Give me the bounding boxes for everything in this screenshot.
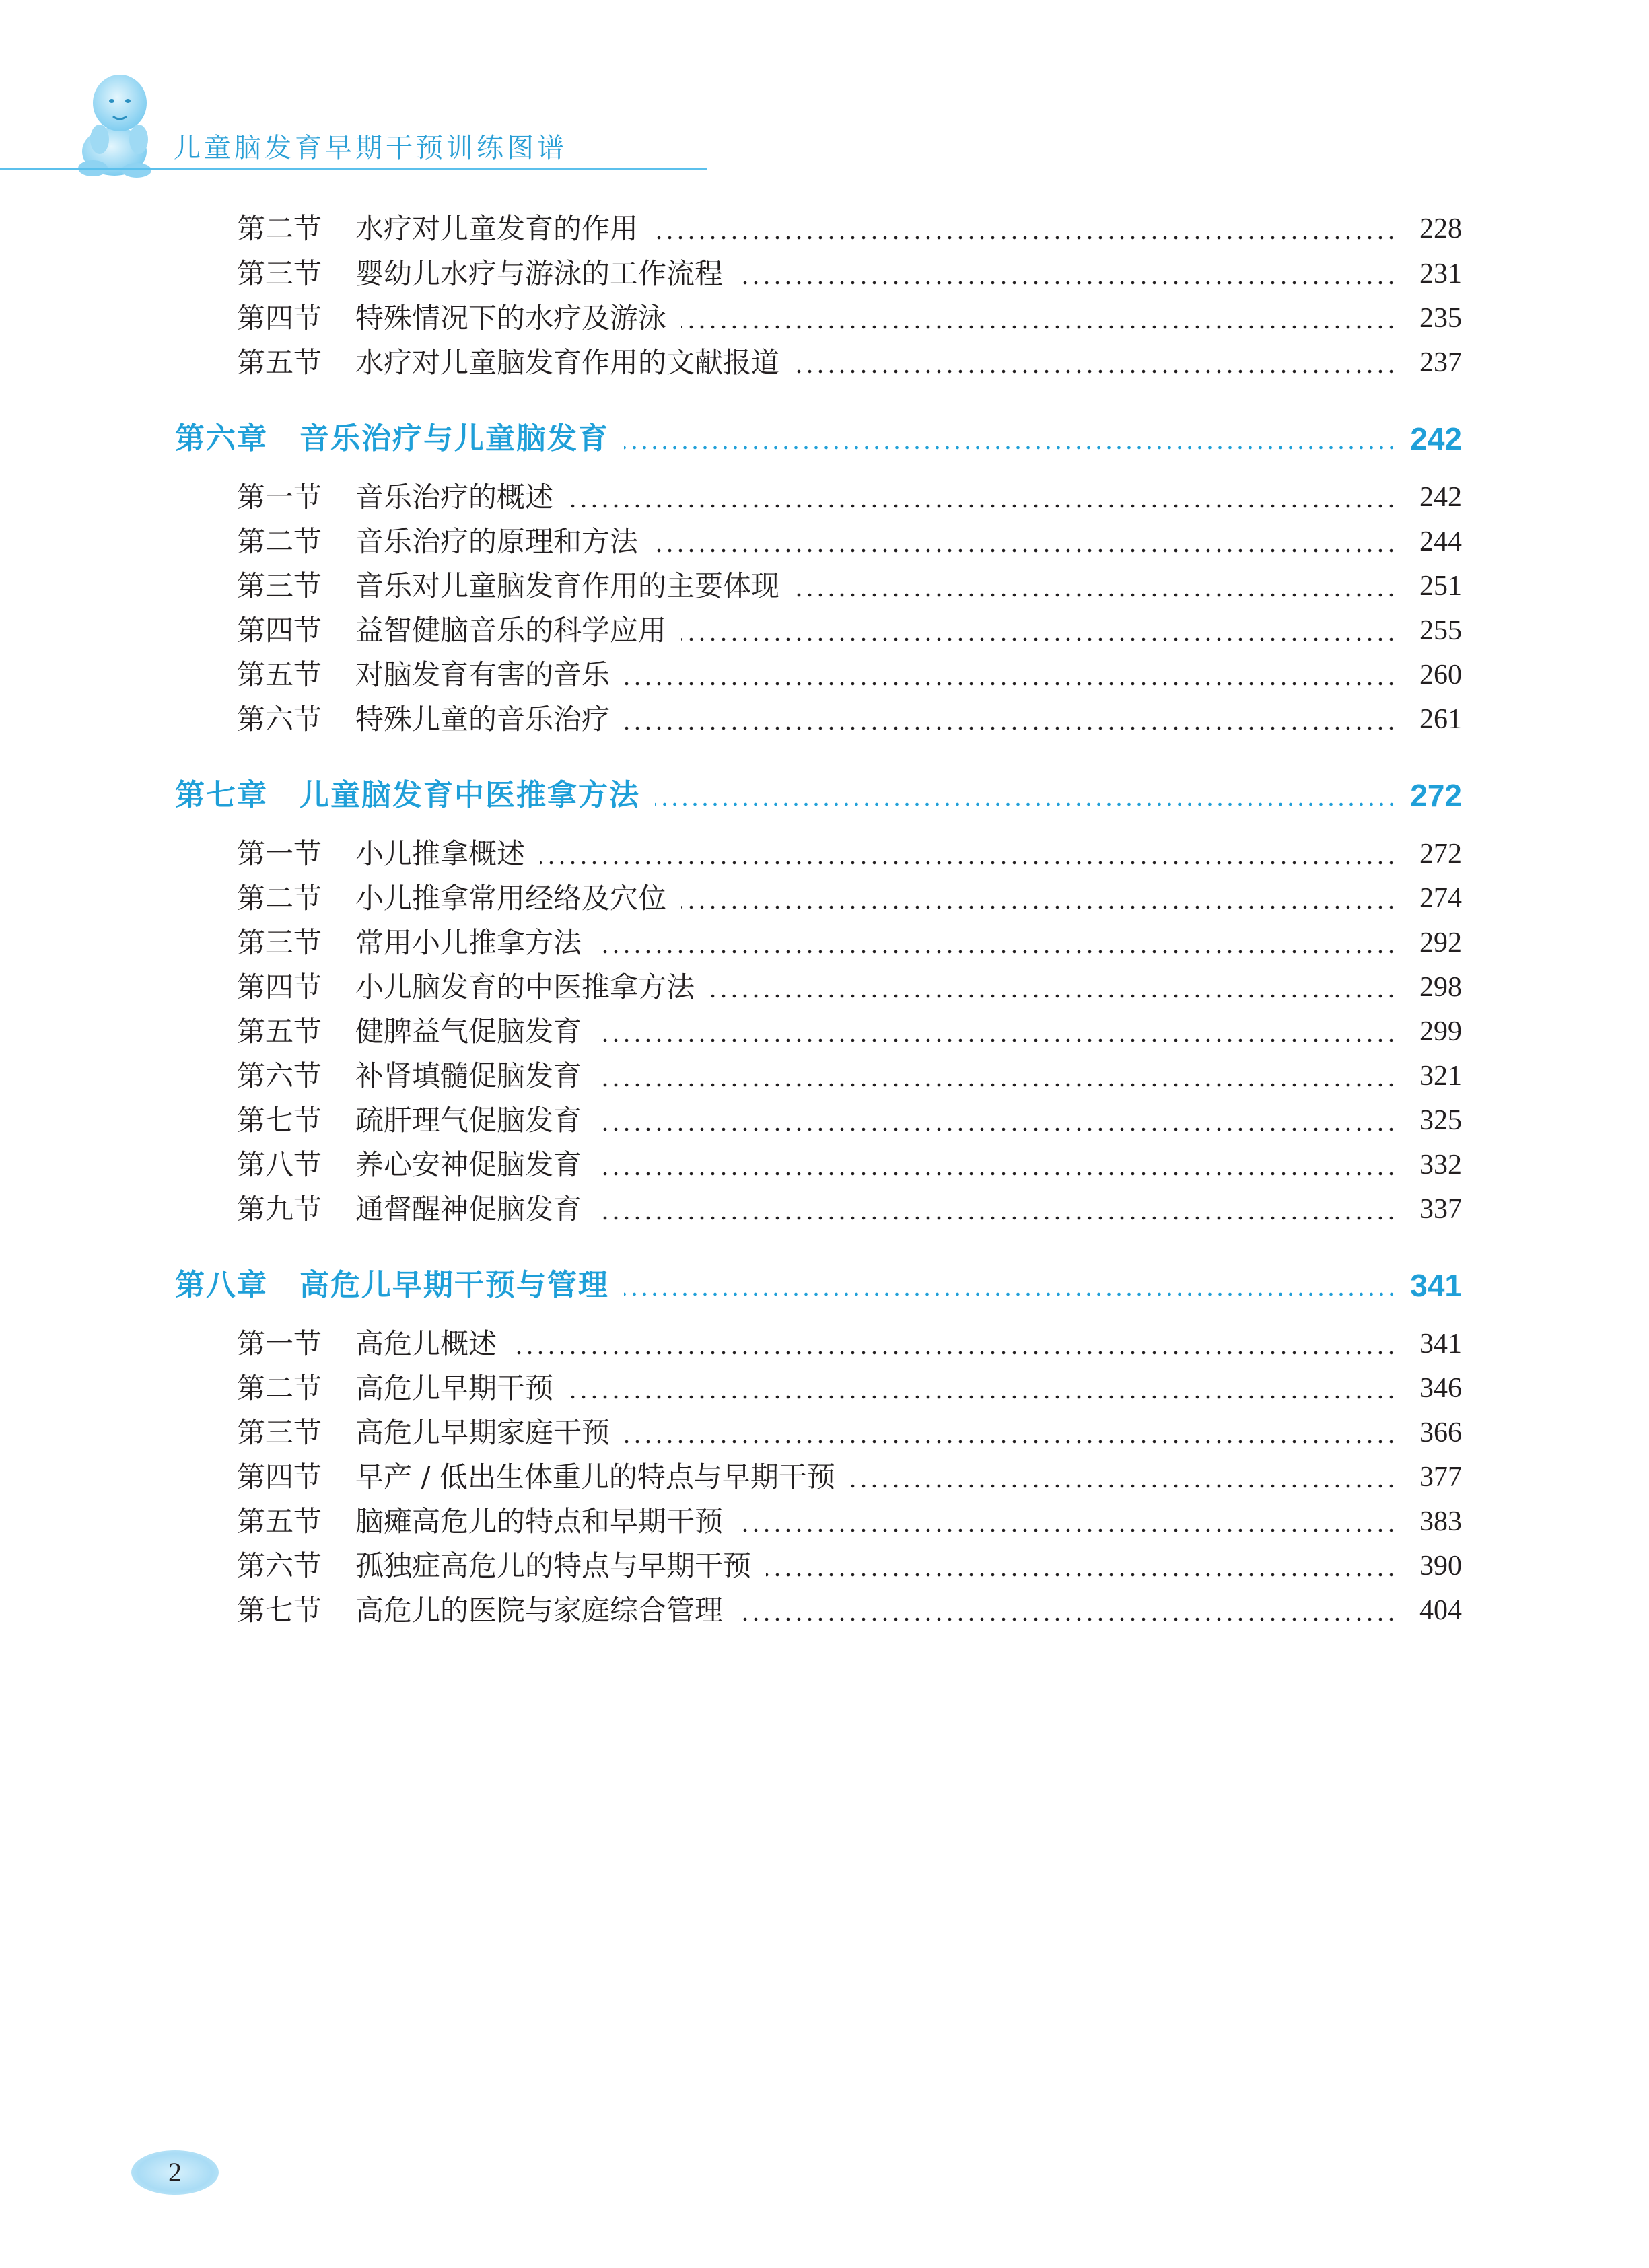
page-ref: 404 (1419, 1595, 1462, 1626)
dot-leader (625, 1440, 1397, 1444)
page-ref: 274 (1419, 883, 1462, 914)
page-ref: 332 (1419, 1149, 1462, 1180)
page-ref: 272 (1419, 839, 1462, 870)
toc-section-entry[interactable] (0, 608, 1649, 653)
section-number: 第一节 (237, 481, 322, 513)
toc-chapter-entry[interactable] (0, 412, 1649, 466)
section-title: 小儿推拿常用经络及穴位 (355, 882, 667, 915)
section-title: 特殊情况下的水疗及游泳 (355, 302, 667, 334)
dot-leader (653, 236, 1397, 240)
section-number: 第一节 (237, 1327, 322, 1360)
dot-leader (568, 504, 1397, 508)
page-ref: 383 (1419, 1506, 1462, 1537)
section-title: 高危儿概述 (355, 1327, 497, 1360)
toc-section-entry[interactable] (0, 1411, 1649, 1455)
page-number: 2 (168, 2157, 182, 2187)
dot-leader (794, 369, 1397, 374)
section-number: 第二节 (237, 882, 322, 915)
toc-chapter-entry[interactable] (0, 1259, 1649, 1312)
section-number: 第六节 (237, 1059, 322, 1092)
page-ref: 377 (1419, 1462, 1462, 1493)
dot-leader (596, 1172, 1397, 1176)
section-number: 第四节 (237, 970, 322, 1003)
section-number: 第四节 (237, 614, 322, 647)
dot-leader (596, 1216, 1397, 1220)
section-title: 高危儿早期家庭干预 (355, 1416, 610, 1449)
page-ref: 366 (1419, 1417, 1462, 1448)
section-title: 音乐治疗的原理和方法 (355, 525, 639, 558)
page-ref: 244 (1419, 526, 1462, 557)
page-ref: 321 (1419, 1061, 1462, 1092)
section-number: 第九节 (237, 1193, 322, 1226)
chapter-title: 儿童脑发育中医推拿方法 (300, 778, 640, 812)
section-number: 第四节 (237, 302, 322, 334)
dot-leader (596, 1083, 1397, 1087)
toc-section-entry[interactable] (0, 1322, 1649, 1366)
section-number: 第二节 (237, 1372, 322, 1405)
page-ref: 261 (1419, 704, 1462, 735)
dot-leader (624, 446, 1397, 450)
page-ref: 255 (1419, 615, 1462, 646)
dot-leader (794, 593, 1397, 597)
section-number: 第三节 (237, 926, 322, 959)
page-ref: 237 (1419, 347, 1462, 378)
dot-leader (738, 1617, 1397, 1621)
toc-section-entry[interactable] (0, 1143, 1649, 1187)
dot-leader (681, 637, 1397, 641)
section-title: 疏肝理气促脑发育 (355, 1104, 582, 1137)
toc-section-entry[interactable] (0, 1098, 1649, 1143)
section-title: 婴幼儿水疗与游泳的工作流程 (355, 257, 724, 290)
section-title: 脑瘫高危儿的特点和早期干预 (355, 1505, 724, 1538)
toc-section-entry[interactable] (0, 832, 1649, 876)
section-title: 特殊儿童的音乐治疗 (355, 703, 610, 736)
toc-section-entry[interactable] (0, 564, 1649, 608)
section-title: 早产 / 低出生体重儿的特点与早期干预 (355, 1460, 835, 1493)
section-title: 对脑发育有害的音乐 (355, 658, 610, 691)
toc-section-entry[interactable] (0, 697, 1649, 742)
section-title: 益智健脑音乐的科学应用 (355, 614, 667, 647)
toc-section-entry[interactable] (0, 475, 1649, 520)
section-number: 第五节 (237, 346, 322, 379)
section-title: 小儿推拿概述 (355, 837, 526, 870)
toc-chapter-entry[interactable] (0, 769, 1649, 822)
section-number: 第五节 (237, 658, 322, 691)
page-ref: 231 (1419, 258, 1462, 289)
chapter-title: 高危儿早期干预与管理 (300, 1268, 609, 1302)
section-number: 第五节 (237, 1505, 322, 1538)
page-ref: 235 (1419, 303, 1462, 334)
section-title: 健脾益气促脑发育 (355, 1015, 582, 1048)
section-number: 第七节 (237, 1104, 322, 1137)
section-title: 高危儿早期干预 (355, 1372, 554, 1405)
section-title: 音乐对儿童脑发育作用的主要体现 (355, 569, 780, 602)
section-title: 水疗对儿童脑发育作用的文献报道 (355, 346, 780, 379)
section-title: 养心安神促脑发育 (355, 1148, 582, 1181)
toc-section-entry[interactable] (0, 1009, 1649, 1054)
section-number: 第六节 (237, 1549, 322, 1582)
dot-leader (681, 325, 1397, 329)
section-number: 第三节 (237, 1416, 322, 1449)
section-title: 通督醒神促脑发育 (355, 1193, 582, 1226)
dot-leader (738, 281, 1397, 285)
toc-section-entry[interactable] (0, 1054, 1649, 1098)
toc-section-entry[interactable] (0, 1187, 1649, 1232)
chapter-title: 音乐治疗与儿童脑发育 (300, 421, 609, 456)
dot-leader (850, 1484, 1397, 1488)
toc-section-entry[interactable] (0, 520, 1649, 564)
section-number: 第七节 (237, 1594, 322, 1627)
section-number: 第二节 (237, 212, 322, 245)
section-number: 第四节 (237, 1460, 322, 1493)
section-title: 水疗对儿童发育的作用 (355, 212, 639, 245)
section-number: 第二节 (237, 525, 322, 558)
dot-leader (709, 994, 1397, 998)
section-number: 第八节 (237, 1148, 322, 1181)
dot-leader (540, 861, 1397, 865)
section-number: 第五节 (237, 1015, 322, 1048)
page-ref: 299 (1419, 1016, 1462, 1047)
toc-section-entry[interactable] (0, 252, 1649, 296)
page-ref: 242 (1419, 482, 1462, 513)
section-title: 孤独症高危儿的特点与早期干预 (355, 1549, 752, 1582)
page-ref: 325 (1419, 1105, 1462, 1136)
dot-leader (653, 548, 1397, 553)
page-ref: 390 (1419, 1551, 1462, 1582)
book-title: 儿童脑发育早期干预训练图谱 (174, 133, 567, 164)
toc-section-entry[interactable] (0, 296, 1649, 341)
page-ref: 242 (1410, 421, 1462, 456)
section-title: 补肾填髓促脑发育 (355, 1059, 582, 1092)
toc-section-entry[interactable] (0, 1499, 1649, 1544)
dot-leader (625, 682, 1397, 686)
page-ref: 292 (1419, 927, 1462, 958)
page-ref: 341 (1410, 1268, 1462, 1303)
page-ref: 260 (1419, 660, 1462, 690)
dot-leader (624, 1292, 1397, 1296)
chapter-number: 第七章 (175, 778, 268, 812)
section-title: 高危儿的医院与家庭综合管理 (355, 1594, 724, 1627)
dot-leader (681, 905, 1397, 909)
chapter-number: 第六章 (175, 421, 268, 456)
section-number: 第一节 (237, 837, 322, 870)
page-ref: 346 (1419, 1373, 1462, 1404)
section-number: 第三节 (237, 257, 322, 290)
toc-section-entry[interactable] (0, 921, 1649, 965)
page-ref: 341 (1419, 1328, 1462, 1359)
dot-leader (766, 1573, 1397, 1577)
dot-leader (568, 1395, 1397, 1399)
section-number: 第六节 (237, 703, 322, 736)
toc-section-entry[interactable] (0, 876, 1649, 921)
page-ref: 298 (1419, 972, 1462, 1003)
chapter-number: 第八章 (175, 1268, 268, 1302)
toc-section-entry[interactable] (0, 965, 1649, 1009)
dot-leader (655, 802, 1397, 806)
toc-section-entry[interactable] (0, 207, 1649, 251)
dot-leader (738, 1528, 1397, 1532)
toc-section-entry[interactable] (0, 1366, 1649, 1411)
dot-leader (512, 1351, 1397, 1355)
toc-section-entry[interactable] (0, 1455, 1649, 1499)
section-title: 音乐治疗的概述 (355, 481, 554, 513)
toc-section-entry[interactable] (0, 1544, 1649, 1588)
toc-section-entry[interactable] (0, 341, 1649, 385)
dot-leader (625, 726, 1397, 730)
toc-section-entry[interactable] (0, 653, 1649, 697)
page-ref: 272 (1410, 778, 1462, 813)
section-number: 第三节 (237, 569, 322, 602)
dot-leader (596, 1127, 1397, 1131)
dot-leader (596, 1038, 1397, 1042)
page-ref: 337 (1419, 1194, 1462, 1225)
dot-leader (596, 950, 1397, 954)
section-title: 小儿脑发育的中医推拿方法 (355, 970, 695, 1003)
toc-section-entry[interactable] (0, 1588, 1649, 1633)
section-title: 常用小儿推拿方法 (355, 926, 582, 959)
page-ref: 228 (1419, 213, 1462, 244)
page-ref: 251 (1419, 571, 1462, 602)
